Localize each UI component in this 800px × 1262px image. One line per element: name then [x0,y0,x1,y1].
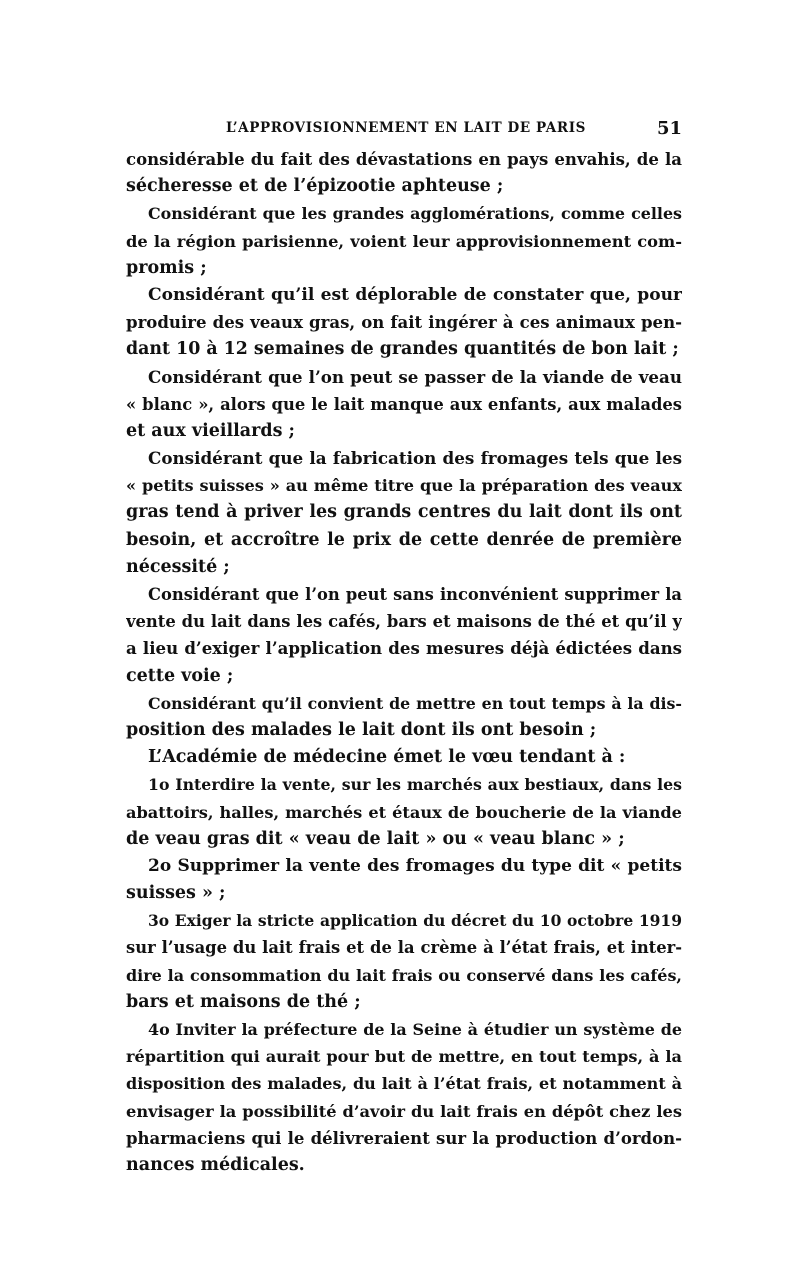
text-line: Considérant qu’il convient de mettre en tout temps à la dis- [148,693,682,713]
text-line: cette voie ; [126,665,234,686]
text-line: « blanc », alors que le lait manque aux enfants, aux malades [126,394,682,414]
text-line: Considérant que l’on peut sans inconvénient supprimer la [148,585,682,604]
text-line: envisager la possibilité d’avoir du lait frais en dépôt chez les [126,1101,682,1121]
text-line: besoin, et accroître le prix de cette denrée de première [126,529,682,550]
text-line: L’Académie de médecine émet le vœu tendant à : [148,747,626,768]
page-number: 51 [656,118,682,139]
text-line: suisses » ; [126,883,226,904]
text-line: abattoirs, halles, marchés et étaux de boucherie de la viande [126,802,682,822]
text-line: Considérant que les grandes agglomérations, comme celles [148,204,682,224]
text-line: nécessité ; [126,556,230,577]
text-line: considérable du fait des dévastations en pays envahis, de la [126,149,682,169]
text-line: pharmaciens qui le délivreraient sur la production d’ordon- [126,1127,682,1148]
text-line: Considérant qu’il est déplorable de constater que, pour [148,284,682,305]
running-head [126,118,682,140]
text-line: nances médicales. [126,1154,305,1175]
text-line: produire des veaux gras, on fait ingérer à ces animaux pen- [126,312,682,333]
text-line: de la région parisienne, voient leur approvisionnement com- [126,231,682,251]
text-line: promis ; [126,257,207,278]
text-line: et aux vieillards ; [126,420,295,441]
text-line: 1o Interdire la vente, sur les marchés aux bestiaux, dans les [148,775,682,795]
text-line: Considérant que la fabrication des fromages tels que les [148,448,682,469]
text-line: bars et maisons de thé ; [126,991,361,1012]
text-line: gras tend à priver les grands centres du lait dont ils ont [126,502,682,523]
text-line: dire la consommation du lait frais ou conservé dans les cafés, [126,965,682,985]
body-text [126,146,682,1179]
text-line: a lieu d’exiger l’application des mesures déjà édictées dans [126,638,682,659]
text-line: Considérant que l’on peut se passer de la viande de veau [148,366,682,387]
running-title: L’APPROVISIONNEMENT EN LAIT DE PARIS [226,120,586,136]
text-line: 2o Supprimer la vente des fromages du type dit « petits [148,855,682,876]
text-line: répartition qui aurait pour but de mettre, en tout temps, à la [126,1047,682,1067]
text-line: vente du lait dans les cafés, bars et maisons de thé et qu’il y [126,612,682,632]
text-line: sécheresse et de l’épizootie aphteuse ; [126,176,504,197]
text-line: 3o Exiger la stricte application du décret du 10 octobre 1919 [148,911,682,931]
text-line: disposition des malades, du lait à l’état frais, et notamment à [126,1074,682,1094]
text-line: sur l’usage du lait frais et de la crème à l’état frais, et inter- [126,938,682,958]
text-line: position des malades le lait dont ils ont besoin ; [126,719,597,740]
text-line: dant 10 à 12 semaines de grandes quantités de bon lait ; [126,339,679,360]
text-line: de veau gras dit « veau de lait » ou « veau blanc » ; [126,828,625,849]
text-line: 4o Inviter la préfecture de la Seine à étudier un système de [148,1020,682,1039]
text-line: « petits suisses » au même titre que la préparation des veaux [126,476,682,496]
